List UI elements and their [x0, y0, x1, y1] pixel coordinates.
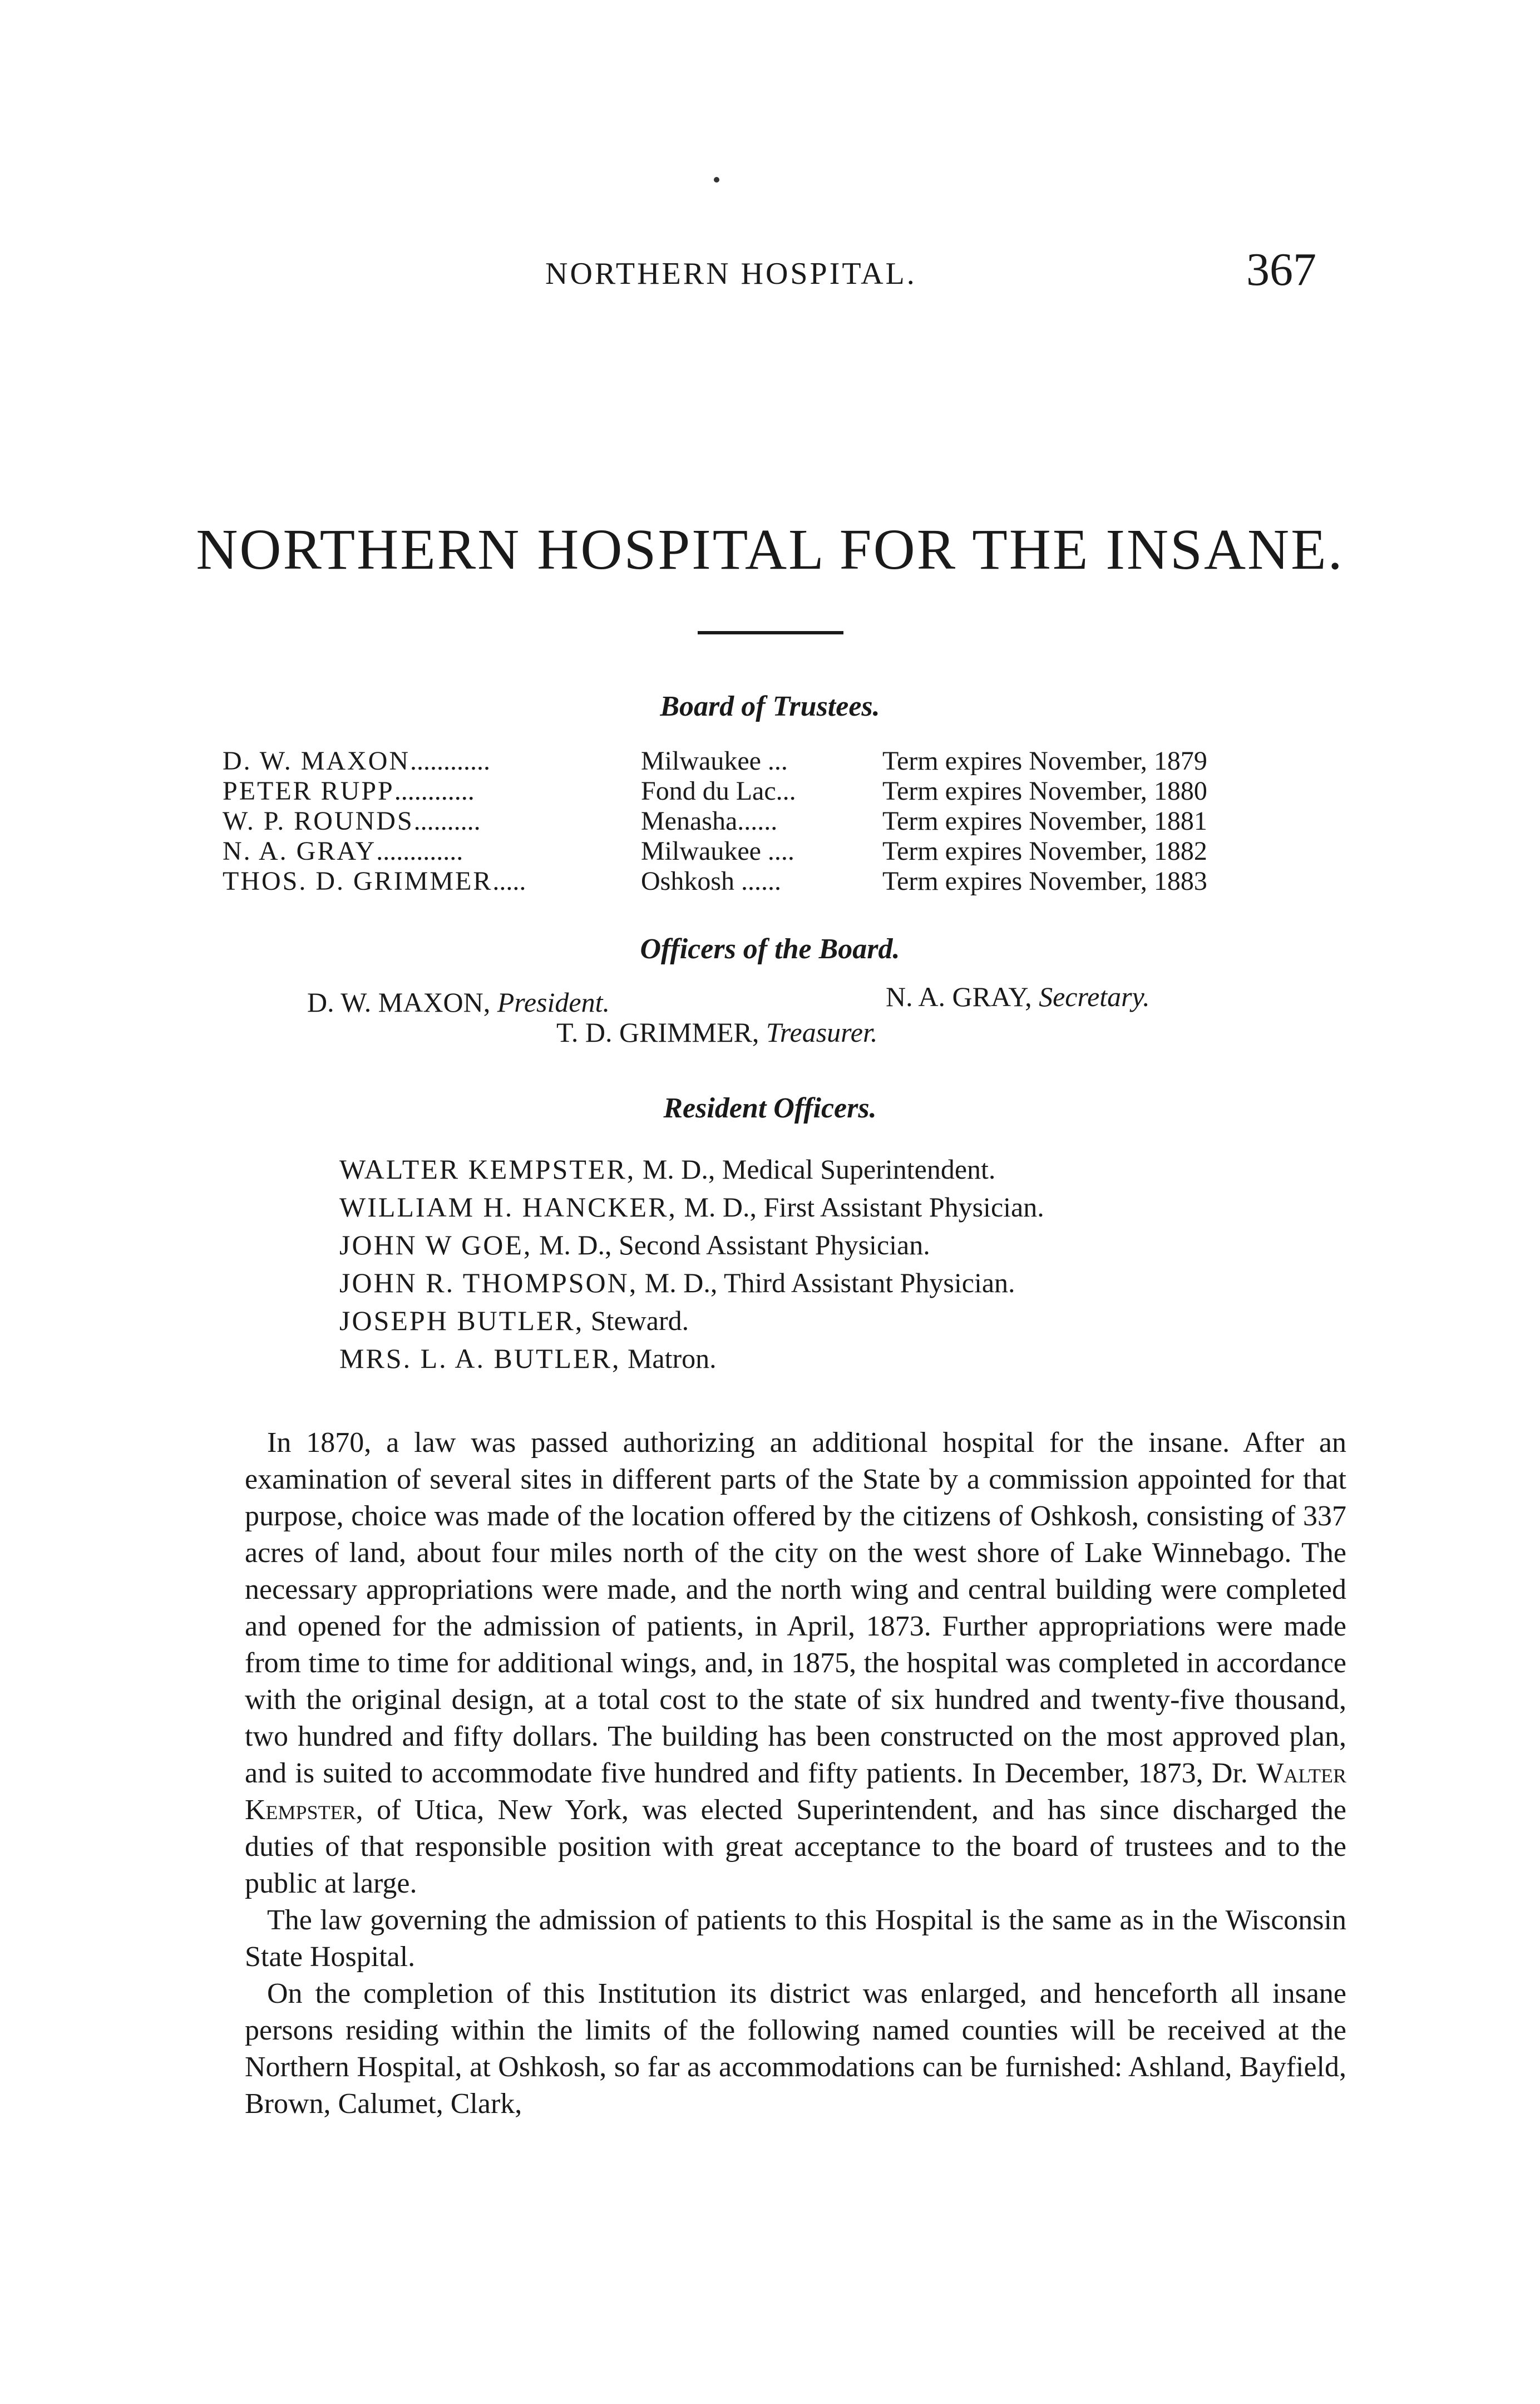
trustee-name: N. A. GRAY	[223, 836, 377, 866]
trustee-term: Term expires November, 1882	[882, 836, 1207, 866]
officers-of-board-heading: Officers of the Board.	[640, 933, 900, 965]
paragraph-history	[245, 1425, 1346, 1902]
body-text	[245, 1425, 1346, 2122]
resident-officer	[339, 1191, 1044, 1223]
trustee-name: PETER RUPP	[223, 776, 394, 806]
resident-officer	[339, 1304, 689, 1337]
trustee-place: Oshkosh ......	[641, 866, 782, 896]
trustee-row	[223, 806, 1335, 838]
history-text-b: , of Utica, New York, was elected Superintendent, and has since discharged the duties of that responsible position with great acceptance to the board of trustees and to the public at large.	[245, 1794, 1346, 1899]
running-head	[0, 244, 1540, 300]
trustee-row	[223, 746, 1335, 778]
resident-officer	[339, 1267, 1015, 1299]
president-name: D. W. MAXON,	[307, 987, 491, 1018]
dot-leader: ............	[410, 746, 491, 776]
trustee-name: D. W. MAXON	[223, 746, 411, 776]
resident-officer	[339, 1342, 717, 1375]
treasurer-name: T. D. GRIMMER,	[556, 1017, 759, 1048]
officer-name: WILLIAM H. HANCKER,	[339, 1191, 677, 1223]
officer-name: WALTER KEMPSTER,	[339, 1154, 636, 1185]
secretary-title: Secretary.	[1039, 981, 1150, 1012]
resident-officer	[339, 1153, 995, 1185]
treasurer-title: Treasurer.	[766, 1017, 878, 1048]
trustee-term: Term expires November, 1883	[882, 866, 1207, 896]
secretary-name: N. A. GRAY,	[886, 981, 1032, 1012]
trustee-term: Term expires November, 1881	[882, 806, 1207, 836]
title-divider	[698, 631, 843, 634]
page-number: 367	[1246, 244, 1316, 295]
officer-name: MRS. L. A. BUTLER,	[339, 1343, 621, 1374]
superintendent-name: Walter Kempster	[245, 1757, 1346, 1826]
board-treasurer	[556, 1016, 877, 1048]
print-speck	[714, 177, 719, 183]
trustee-place: Menasha......	[641, 806, 778, 836]
trustee-name: THOS. D. GRIMMER	[223, 866, 493, 896]
dot-leader: .....	[492, 866, 526, 896]
dot-leader: ............	[394, 776, 475, 806]
president-title: President.	[497, 987, 610, 1018]
resident-officer	[339, 1229, 930, 1261]
trustee-row	[223, 836, 1335, 868]
trustee-row	[223, 776, 1335, 808]
paragraph-district: On the completion of this Institution its district was enlarged, and henceforth all insane persons residing within the limits of the following named counties will be received at the Northern Hospital, at Oshkosh, so far as accommodations can be furnished: Ashland, Bayfield, Brown, Calumet, Clark,	[245, 1978, 1346, 2120]
trustee-term: Term expires November, 1879	[882, 746, 1207, 776]
trustee-name: W. P. ROUNDS	[223, 806, 414, 836]
dot-leader: .............	[376, 836, 463, 866]
paragraph-admission-law: The law governing the admission of patients to this Hospital is the same as in the Wisconsin State Hospital.	[245, 1904, 1346, 1973]
officer-role: M. D., Second Assistant Physician.	[532, 1229, 930, 1260]
page-title: NORTHERN HOSPITAL FOR THE INSANE.	[196, 518, 1344, 582]
resident-officers-heading: Resident Officers.	[663, 1092, 877, 1124]
officer-role: M. D., First Assistant Physician.	[677, 1191, 1044, 1223]
officer-name: JOSEPH BUTLER,	[339, 1305, 584, 1336]
board-secretary	[886, 981, 1150, 1013]
officer-role: Steward.	[584, 1305, 689, 1336]
board-of-trustees-heading: Board of Trustees.	[660, 691, 880, 722]
running-head-title: NORTHERN HOSPITAL.	[545, 257, 917, 291]
history-text-a: In 1870, a law was passed authorizing an additional hospital for the insane. After an examination of several sites in different parts of the State by a commission appointed for that purpose, choice was made of the location offered by the citizens of Oshkosh, consisting of 337 acres of land, about four miles north of the city on the west shore of Lake Winnebago. The necessary appropriations were made, and the north wing and central building were completed and opened for the admission of patients, in April, 1873. Further appropriations were made from time to time for additional wings, and, in 1875, the hospital was completed in accordance with the original design, at a total cost to the state of six hundred and twenty-five thousand, two hundred and fifty dollars. The building has been constructed on the most approved plan, and is suited to accommodate five hundred and fifty patients. In December, 1873, Dr.	[245, 1427, 1346, 1789]
trustee-place: Milwaukee ....	[641, 836, 794, 866]
trustee-place: Fond du Lac...	[641, 776, 796, 806]
trustee-row	[223, 866, 1335, 898]
trustee-term: Term expires November, 1880	[882, 776, 1207, 806]
officer-role: M. D., Medical Superintendent.	[635, 1154, 996, 1185]
officer-name: JOHN W GOE,	[339, 1229, 532, 1260]
officer-role: Matron.	[620, 1343, 717, 1374]
board-president	[307, 986, 610, 1018]
dot-leader: ..........	[413, 806, 481, 836]
officer-name: JOHN R. THOMPSON,	[339, 1267, 638, 1298]
officer-role: M. D., Third Assistant Physician.	[638, 1267, 1015, 1298]
trustee-place: Milwaukee ...	[641, 746, 788, 776]
